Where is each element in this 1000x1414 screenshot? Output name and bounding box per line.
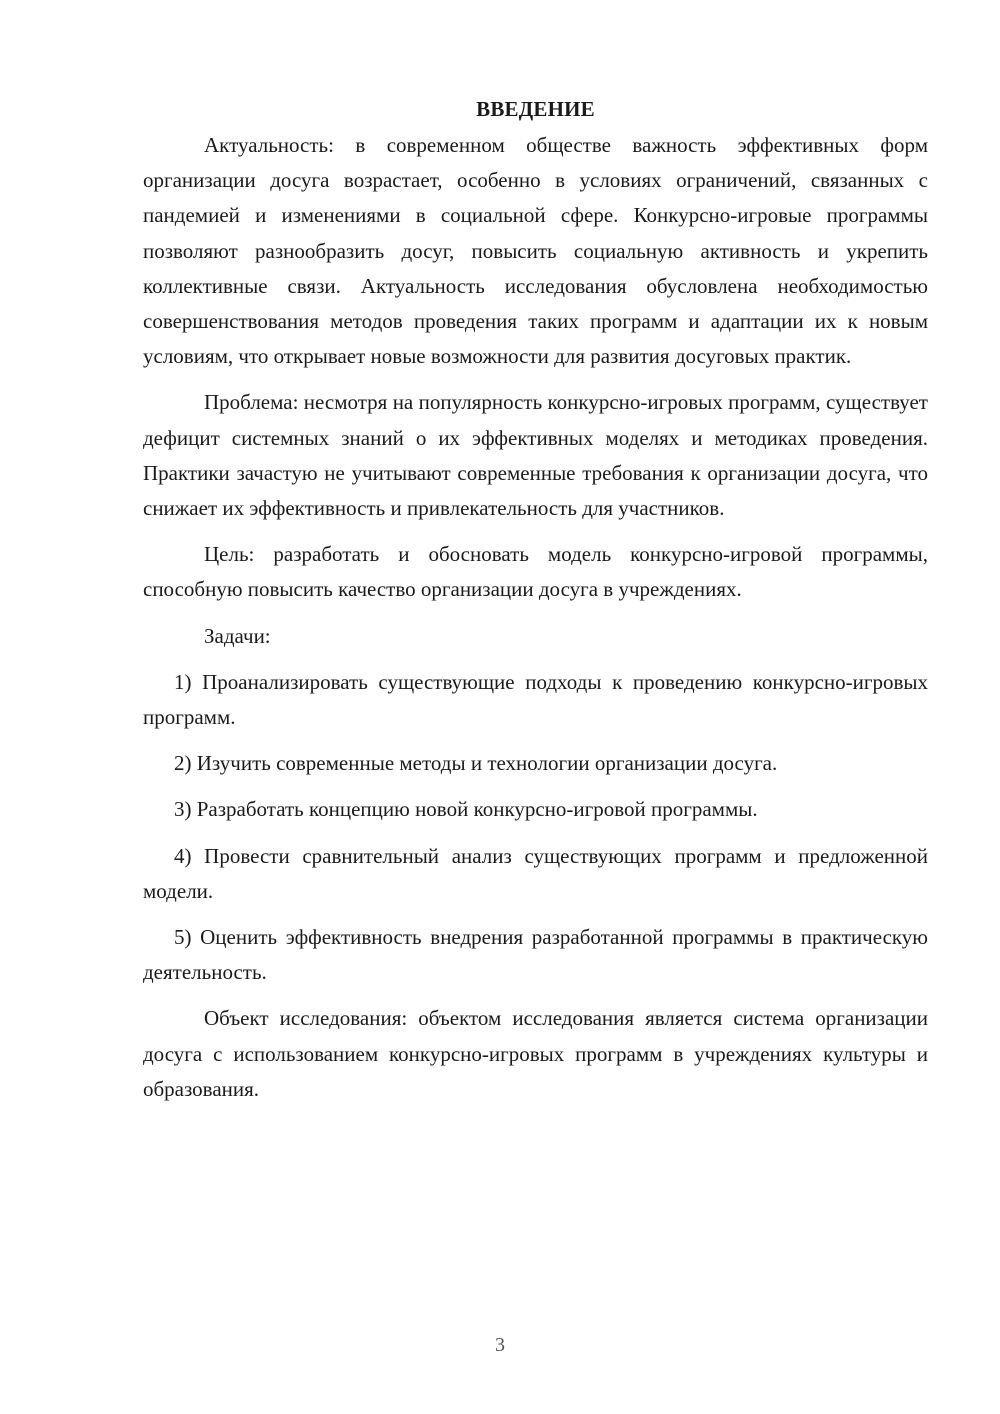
task-item-2: 2) Изучить современные методы и технологии организации досуга.	[174, 751, 778, 776]
page-heading: ВВЕДЕНИЕ	[476, 97, 595, 121]
task-item-3: 3) Разработать концепцию новой конкурсно-игровой программы.	[174, 797, 758, 822]
task-item-5: 5) Оценить эффективность внедрения разработанной программы в практическую деятельность.	[143, 925, 928, 985]
task-item-4: 4) Провести сравнительный анализ существующих программ и предложенной модели.	[143, 843, 928, 903]
paragraph-relevance: Актуальность: в современном обществе важность эффективных форм организации досуга возрастает, особенно в условиях ограничений, связанных с пандемией и изменениями в социальной сфере. Конкурсно-игровые программы позволяют разнообразить досуг, повысить социальную активность и укрепить коллективные связи. Актуальность исследования обусловлена необходимостью совершенствования методов проведения таких программ и адаптации их к новым условиям, что открывает новые возможности для развития досуговых практик.	[143, 133, 928, 369]
page-number: 3	[495, 1334, 505, 1356]
tasks-label: Задачи:	[204, 623, 271, 648]
paragraph-problem: Проблема: несмотря на популярность конкурсно-игровых программ, существует дефицит системных знаний о их эффективных моделях и методиках проведения. Практики зачастую не учитывают современные требования к организации досуга, что снижает их эффективность и привлекательность для участников.	[143, 390, 928, 521]
task-item-1: 1) Проанализировать существующие подходы к проведению конкурсно-игровых программ.	[143, 669, 928, 730]
paragraph-object: Объект исследования: объектом исследования является система организации досуга с использованием конкурсно-игровых программ в учреждениях культуры и образования.	[143, 1006, 928, 1101]
paragraph-goal: Цель: разработать и обосновать модель конкурсно-игровой программы, способную повысить качество организации досуга в учреждениях.	[143, 542, 928, 602]
document-page	[143, 92, 928, 1107]
